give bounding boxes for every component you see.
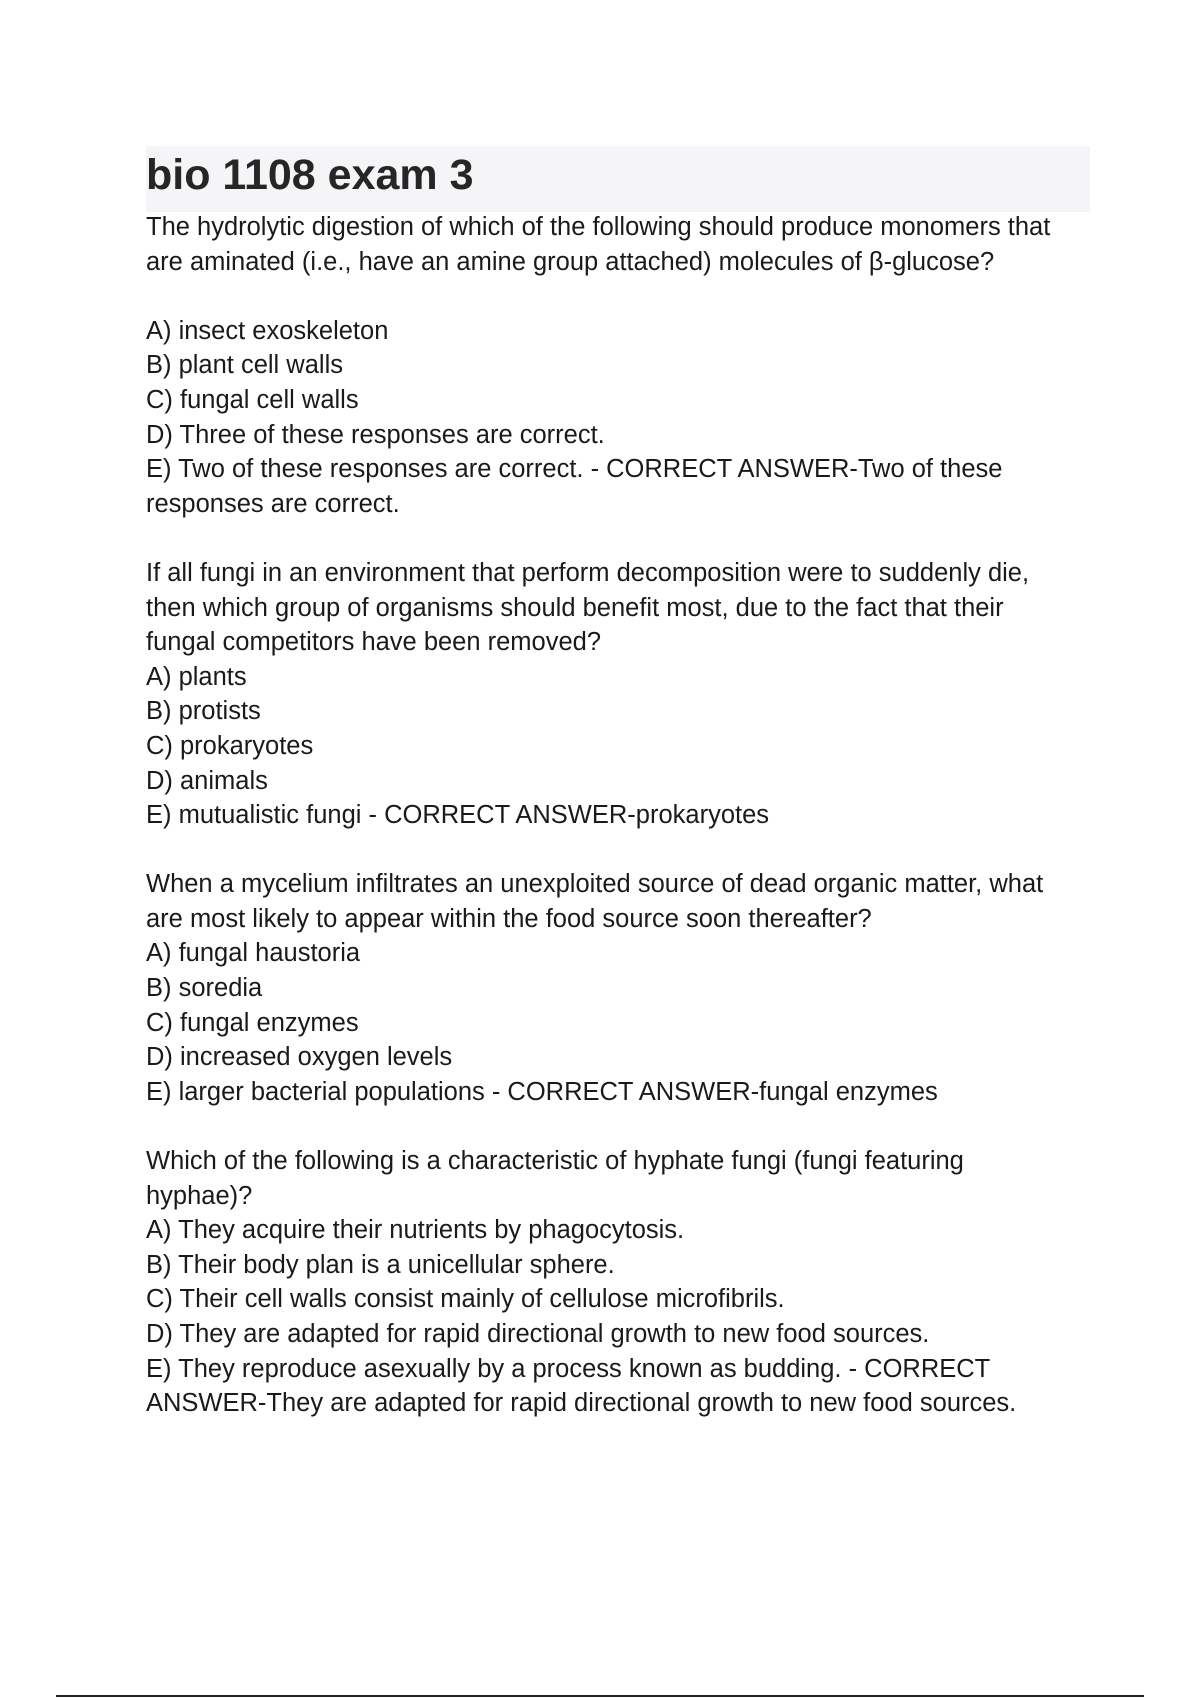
option-line: D) increased oxygen levels [146,1043,453,1072]
option-line: A) They acquire their nutrients by phagocytosis. [146,1216,685,1245]
option-line: A) insect exoskeleton [146,316,389,345]
question-block [146,867,1096,1109]
question-stem [146,1144,1096,1213]
question-block [146,1144,1096,1421]
stem-line: hyphae)? [146,1181,253,1210]
question-block [146,556,1096,833]
option-line: E) Two of these responses are correct. - CORRECT ANSWER-Two of these [146,455,1003,484]
option-line: D) Three of these responses are correct. [146,420,605,449]
option-line: A) fungal haustoria [146,939,361,968]
answer-options [146,660,1096,833]
question-block [146,210,1096,521]
answer-options [146,1213,1096,1421]
option-line: E) larger bacterial populations - CORRECT ANSWER-fungal enzymes [146,1077,938,1106]
option-line: B) soredia [146,974,263,1003]
option-line: C) fungal enzymes [146,1008,359,1037]
option-line: C) fungal cell walls [146,385,359,414]
question-stem [146,556,1096,660]
option-line: D) They are adapted for rapid directional growth to new food sources. [146,1320,930,1348]
option-line: E) mutualistic fungi - CORRECT ANSWER-prokaryotes [146,801,770,830]
option-line: ANSWER-They are adapted for rapid directional growth to new food sources. [146,1389,1017,1418]
stem-line: When a mycelium infiltrates an unexploited source of dead organic matter, what [146,870,1044,899]
stem-line: Which of the following is a characteristic of hyphate fungi (fungi featuring [146,1147,964,1176]
option-line: C) prokaryotes [146,731,314,760]
answer-options [146,936,1096,1109]
question-stem [146,210,1096,279]
option-line: B) plant cell walls [146,351,343,380]
question-stem [146,867,1096,936]
option-line: B) Their body plan is a unicellular sphere. [146,1250,615,1279]
stem-line: fungal competitors have been removed? [146,628,602,657]
option-line: D) animals [146,766,268,795]
option-line: A) plants [146,662,247,691]
option-line: C) Their cell walls consist mainly of cellulose microfibrils. [146,1285,785,1314]
option-line: responses are correct. [146,489,400,518]
stem-line: are most likely to appear within the food source soon thereafter? [146,904,872,933]
question-list [146,210,1096,1421]
answer-options [146,314,1096,522]
footer-divider [56,1695,1144,1697]
stem-line: then which group of organisms should benefit most, due to the fact that their [146,593,1004,622]
option-line: B) protists [146,697,261,726]
document-title: bio 1108 exam 3 [146,151,474,199]
stem-line: The hydrolytic digestion of which of the following should produce monomers that [146,213,1051,241]
stem-line: are aminated (i.e., have an amine group attached) molecules of β-glucose? [146,247,995,276]
option-line: E) They reproduce asexually by a process known as budding. - CORRECT [146,1354,991,1383]
stem-line: If all fungi in an environment that perform decomposition were to suddenly die, [146,558,1030,587]
blank-line [146,279,1096,314]
